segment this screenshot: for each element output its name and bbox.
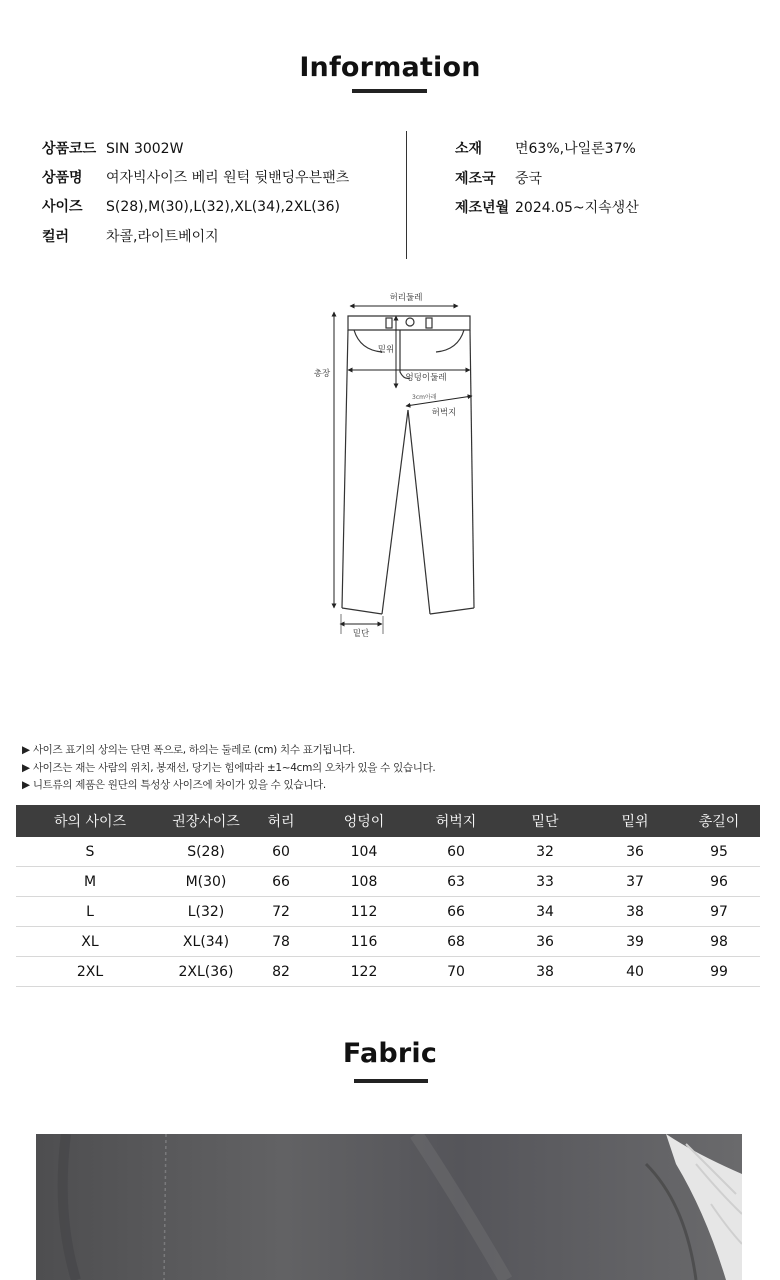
- column-header: 밑위: [621, 814, 649, 830]
- table-cell: 122: [350, 963, 378, 980]
- table-cell: 98: [710, 933, 728, 950]
- info-value: 차콜,라이트베이지: [106, 229, 219, 245]
- table-cell: 2XL(36): [178, 963, 234, 980]
- diagram-label-hip: 엉덩이둘레: [405, 373, 447, 383]
- table-cell: 116: [350, 933, 378, 950]
- table-cell: L: [86, 903, 94, 920]
- size-note-3: ▶ 니트류의 제품은 원단의 특성상 사이즈에 차이가 있을 수 있습니다.: [22, 779, 326, 791]
- diagram-label-hem: 밑단: [352, 629, 370, 639]
- table-cell: 38: [536, 963, 554, 980]
- column-header: 밑단: [531, 814, 559, 830]
- size-note-1: ▶ 사이즈 표기의 상의는 단면 폭으로, 하의는 둘레로 (cm) 치수 표기됩니다.: [22, 744, 355, 756]
- pants-outline-icon: [342, 316, 474, 614]
- table-cell: L(32): [187, 903, 225, 920]
- info-label: 제조국: [455, 171, 496, 187]
- table-cell: M: [83, 873, 97, 890]
- table-cell: 33: [536, 873, 554, 890]
- table-cell: 37: [626, 873, 644, 890]
- diagram-label-thigh-offset: 3cm아래: [412, 394, 437, 401]
- table-cell: 66: [447, 903, 465, 920]
- table-cell: S(28): [187, 843, 225, 860]
- table-cell: 70: [447, 963, 465, 980]
- column-header: 허벅지: [435, 814, 477, 830]
- table-cell: 68: [447, 933, 465, 950]
- size-table-header: [16, 805, 760, 837]
- table-cell: 82: [272, 963, 290, 980]
- info-value: 면63%,나일론37%: [515, 141, 636, 157]
- info-value: 여자빅사이즈 베리 원턱 뒷밴딩우븐팬츠: [106, 170, 350, 186]
- table-row: [16, 897, 760, 927]
- info-label: 컬러: [42, 229, 70, 245]
- table-cell: 78: [272, 933, 290, 950]
- info-value: 중국: [515, 171, 543, 187]
- fabric-title: Fabric: [342, 1038, 438, 1069]
- table-row: [16, 957, 760, 987]
- info-value: S(28),M(30),L(32),XL(34),2XL(36): [106, 199, 340, 215]
- column-header: 엉덩이: [343, 814, 385, 830]
- table-cell: XL(34): [182, 933, 230, 950]
- table-cell: 104: [350, 843, 378, 860]
- table-cell: 72: [272, 903, 290, 920]
- table-cell: 38: [626, 903, 644, 920]
- column-header: 하의 사이즈: [53, 814, 127, 830]
- fabric-photo: [36, 1134, 742, 1280]
- table-cell: 40: [626, 963, 644, 980]
- info-value: 2024.05~지속생산: [515, 200, 639, 216]
- info-divider: [406, 131, 407, 259]
- information-title: Information: [299, 52, 481, 83]
- table-cell: 36: [536, 933, 554, 950]
- info-label: 상품코드: [42, 141, 97, 157]
- diagram-label-waist: 허리둘레: [389, 293, 423, 303]
- table-cell: 60: [447, 843, 465, 860]
- table-cell: 108: [350, 873, 378, 890]
- table-cell: 63: [447, 873, 465, 890]
- size-note-2: ▶ 사이즈는 재는 사람의 위치, 봉재선, 당기는 힘에따라 ±1~4cm의 오차가 있을 수 있습니다.: [22, 762, 436, 774]
- pants-measurement-diagram: [300, 282, 500, 652]
- diagram-label-thigh: 허벅지: [431, 408, 457, 418]
- diagram-label-total-length: 총장: [313, 369, 331, 379]
- table-cell: XL: [81, 933, 99, 950]
- info-label: 상품명: [42, 170, 83, 186]
- information-title-underline: [352, 89, 427, 93]
- fabric-texture-image: [36, 1134, 742, 1280]
- column-header: 허리: [267, 814, 295, 830]
- table-cell: 34: [536, 903, 554, 920]
- size-table: [16, 805, 760, 987]
- table-cell: 97: [710, 903, 728, 920]
- table-cell: 2XL: [76, 963, 104, 980]
- table-cell: 99: [710, 963, 728, 980]
- diagram-label-rise: 밑위: [377, 345, 395, 355]
- table-cell: 66: [272, 873, 290, 890]
- table-row: [16, 867, 760, 897]
- table-cell: 32: [536, 843, 554, 860]
- column-header: 총길이: [698, 814, 740, 830]
- column-header: 권장사이즈: [172, 814, 240, 830]
- table-cell: M(30): [185, 873, 227, 890]
- table-cell: 60: [272, 843, 290, 860]
- table-row: [16, 927, 760, 957]
- fabric-title-underline: [354, 1079, 428, 1083]
- table-row: [16, 837, 760, 867]
- table-cell: S: [85, 843, 95, 860]
- table-cell: 112: [350, 903, 378, 920]
- info-label: 소재: [455, 141, 483, 157]
- table-cell: 39: [626, 933, 644, 950]
- table-cell: 36: [626, 843, 644, 860]
- info-label: 사이즈: [42, 199, 83, 215]
- table-cell: 95: [710, 843, 728, 860]
- table-cell: 96: [710, 873, 728, 890]
- info-label: 제조년월: [455, 200, 510, 216]
- info-value: SIN 3002W: [106, 141, 184, 157]
